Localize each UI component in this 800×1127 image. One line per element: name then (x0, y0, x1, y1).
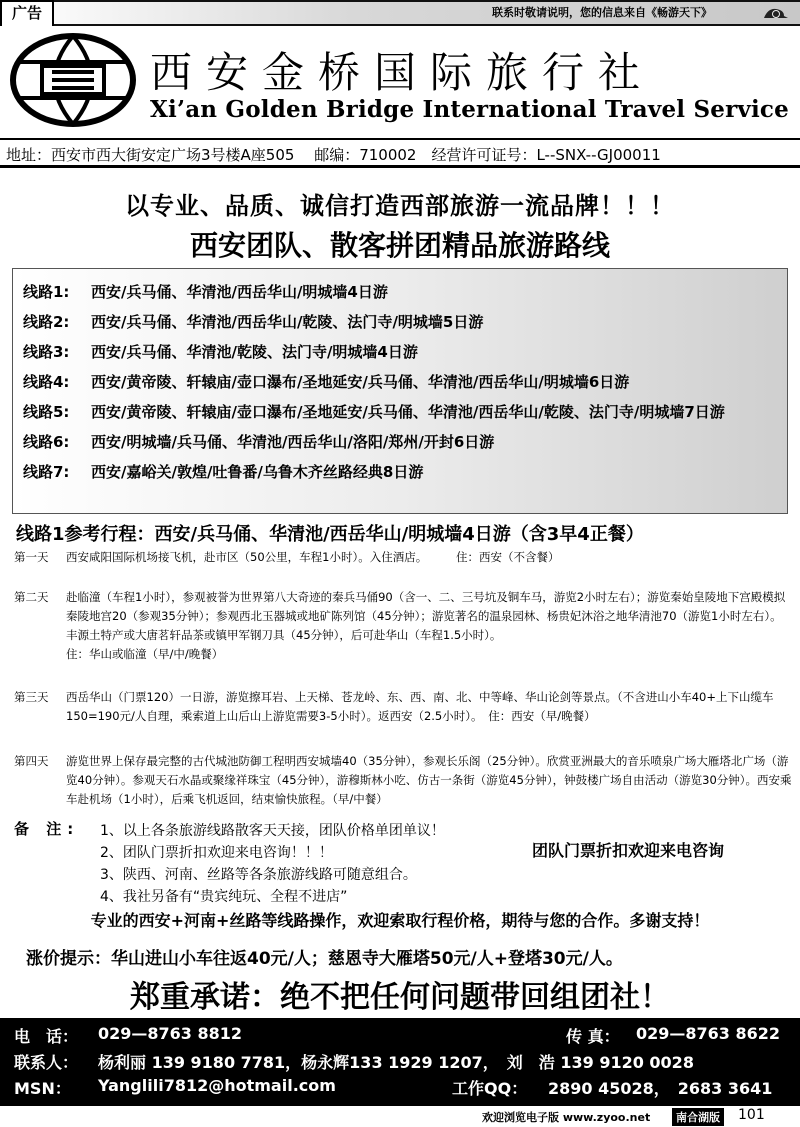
bottom-strip (0, 1106, 800, 1127)
day-label: 第三天 (14, 690, 49, 704)
qq-label: 工作QQ： (452, 1079, 528, 1098)
phone-number: 029—8763 8812 (98, 1024, 243, 1043)
cooperation-line: 专业的西安+河南+丝路等线路操作，欢迎索取行程价格，期待与您的合作。多谢支持！ (90, 911, 710, 930)
route-item (23, 427, 777, 457)
fax-label: 传 真： (566, 1027, 620, 1046)
route-text: 西安/兵马俑、华清池/乾陵、法门寺/明城墙4日游 (91, 343, 418, 361)
itinerary-title: 线路1参考行程：西安/兵马俑、华清池/西岳华山/明城墙4日游（含3早4正餐） (16, 524, 644, 545)
msn-address: Yanglili7812@hotmail.com (98, 1076, 336, 1095)
route-item (23, 367, 777, 397)
globe-logo-icon (6, 32, 140, 128)
day-text: 西安咸阳国际机场接飞机，赴市区（50公里，车程1小时）。入住酒店。 住：西安（不含餐） (66, 550, 560, 564)
route-text: 西安/明城墙/兵马俑、华清池/西岳华山/洛阳/郑州/开封6日游 (91, 433, 495, 451)
route-text: 西安/兵马俑、华清池/西岳华山/乾陵、法门寺/明城墙5日游 (91, 313, 484, 331)
route-item (23, 337, 777, 367)
route-label: 线路6: (23, 433, 70, 451)
route-text: 西安/黄帝陵、轩辕庙/壶口瀑布/圣地延安/兵马俑、华清池/西岳华山/乾陵、法门寺/明城墙7日游 (91, 403, 725, 421)
route-item (23, 277, 777, 307)
company-name-en: Xi’an Golden Bridge International Travel Service (150, 96, 789, 123)
day-label: 第二天 (14, 590, 49, 604)
route-item (23, 397, 777, 427)
page-number: 101 (738, 1107, 765, 1123)
route-text: 西安/黄帝陵、轩辕庙/壶口瀑布/圣地延安/兵马俑、华清池/西岳华山/明城墙6日游 (91, 373, 630, 391)
day-label: 第一天 (14, 550, 49, 564)
web-note: 欢迎浏览电子版 www.zyoo.net (482, 1111, 651, 1124)
ad-label: 广告 (0, 0, 54, 26)
route-label: 线路2: (23, 313, 70, 331)
qq-numbers: 2890 45028， 2683 3641 (548, 1079, 773, 1098)
note-item: 1、以上各条旅游线路散客天天接，团队价格单团单议！ (100, 823, 445, 839)
ticket-promo: 团队门票折扣欢迎来电咨询 (532, 841, 725, 860)
contact-note: 联系时敬请说明，您的信息来自《畅游天下》 (492, 6, 712, 19)
fax-number: 029—8763 8622 (636, 1024, 781, 1043)
promise-line: 郑重承诺：绝不把任何问题带回组团社！ (130, 980, 670, 1015)
route-label: 线路3: (23, 343, 70, 361)
slogan: 以专业、品质、诚信打造西部旅游一流品牌！！！ (125, 192, 675, 220)
route-item (23, 307, 777, 337)
phone-label: 电 话： (14, 1027, 79, 1046)
address-line: 地址：西安市西大街安定广场3号楼A座505 邮编：710002 经营许可证号：L--SNX--GJ00011 (6, 146, 661, 164)
routes-box (12, 268, 788, 514)
route-label: 线路1: (23, 283, 70, 301)
company-header (0, 26, 800, 138)
notes-list (100, 820, 445, 908)
route-item (23, 457, 777, 487)
day-text: 西岳华山（门票120）一日游，游览擦耳岩、上天梯、苍龙岭、东、西、南、北、中等峰、华山论剑等景点。（不含进山小车40+上下山缆车150=190元/人自理，乘索道上山后山上游览需要3-5小时）。返西安（2.5小时）。 住：西安（早/晚餐） (66, 690, 774, 723)
contact-footer (0, 1018, 800, 1106)
msn-label: MSN： (14, 1079, 71, 1098)
route-text: 西安/兵马俑、华清池/西岳华山/明城墙4日游 (91, 283, 388, 301)
notes-label: 备 注: (14, 820, 80, 838)
route-label: 线路7: (23, 463, 70, 481)
top-bar (0, 0, 800, 26)
note-item: 4、我社另备有“贵宾纯玩、全程不进店” (100, 889, 348, 905)
day-text: 游览世界上保存最完整的古代城池防御工程明西安城墙40（35分钟），参观长乐阁（25分钟）。欣赏亚洲最大的音乐喷泉广场大雁塔北广场（游览40分钟）。参观天石水晶或聚缘祥珠宝（45分钟），游穆斯林小吃、仿古一条街（游览45分钟），钟鼓楼广场自由活动（游览30分钟）。西安乘车赴机场（1小时），后乘飞机返回，结束愉快旅程。（早/中餐） (66, 754, 792, 806)
region-badge: 南合湖版 (672, 1108, 724, 1126)
route-label: 线路4: (23, 373, 70, 391)
price-tip: 涨价提示：华山进山小车往返40元/人；慈恩寺大雁塔50元/人+登塔30元/人。 (26, 949, 623, 969)
day-label: 第四天 (14, 754, 49, 768)
day-text: 赴临潼（车程1小时），参观被誉为世界第八大奇迹的秦兵马俑90（含一、二、三号坑及铜车马，游览2小时左右）；游览秦始皇陵地下宫殿模拟秦陵地宫20（参观35分钟）；参观西北玉器城或地矿陈列馆（45分钟）；游览著名的温泉园林、杨贵妃沐浴之地华清池70（游览1小时左右）。丰源土特产或大唐茗轩品茶或镇甲军钢刀具（45分钟），后可赴华山（车程1.5小时）。 住：华山或临潼（早/中/晚餐） (66, 590, 795, 661)
contact-names: 杨利丽 139 9180 7781，杨永辉133 1929 1207， 刘 浩 139 9120 0028 (98, 1053, 694, 1072)
route-label: 线路5: (23, 403, 70, 421)
company-name-cn: 西安金桥国际旅行社 (150, 48, 655, 97)
note-item: 2、团队门票折扣欢迎来电咨询！！！ (100, 845, 333, 861)
address-bar (0, 138, 800, 168)
routes-heading: 西安团队、散客拼团精品旅游路线 (189, 229, 610, 262)
route-text: 西安/嘉峪关/敦煌/吐鲁番/乌鲁木齐丝路经典8日游 (91, 463, 424, 481)
note-item: 3、陕西、河南、丝路等各条旅游线路可随意组合。 (100, 867, 417, 883)
snail-icon (762, 6, 790, 20)
contact-label: 联系人： (14, 1053, 79, 1072)
